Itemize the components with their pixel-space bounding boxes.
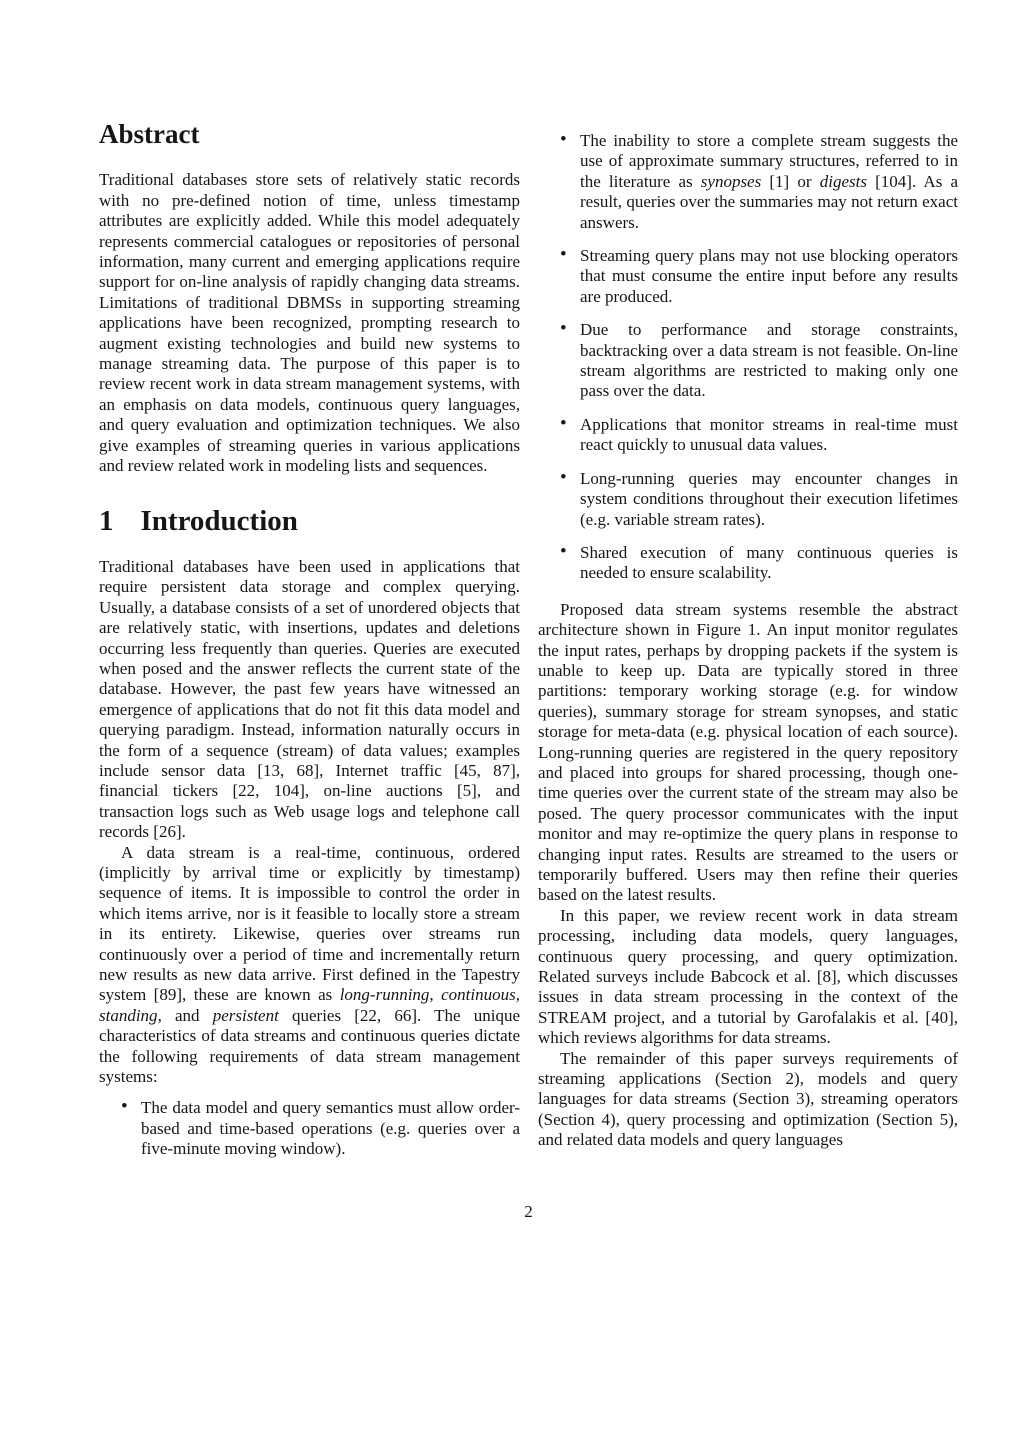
requirement-item xyxy=(538,320,958,402)
page-number: 2 xyxy=(524,1202,533,1221)
requirement-item xyxy=(538,246,958,307)
bullet-icon: • xyxy=(560,244,567,266)
intro-paragraph-5: The remainder of this paper surveys requirements of streaming applications (Section 2), models and query languages for data streams (Section 3), streaming operators (Section 4), query processing and optimization (Section 5), and related data models and query languages xyxy=(538,1048,958,1150)
requirement-text: Long-running queries may encounter changes in system conditions throughout their execution lifetimes (e.g. variable stream rates). xyxy=(580,468,958,529)
requirement-text: The inability to store a complete stream suggests the use of approximate summary structures, referred to in the literature as synopses [1] or digests [104]. As a result, queries over the summaries may not return exact answers. xyxy=(580,131,959,232)
bullet-icon: • xyxy=(560,129,567,150)
requirement-text: Streaming query plans may not use blocking operators that must consume the entire input before any results are produced. xyxy=(580,246,958,306)
bullet-icon: • xyxy=(560,318,567,340)
intro-paragraph-2: A data stream is a real-time, continuous, ordered (implicitly by arrival time or explicitly by timestamp) sequence of items. It is impossible to control the order in which items arrive, nor is it feasible to locally store a stream in its entirety. Likewise, queries over streams run continuously over a period of time and incrementally return new results as new data arrive. First defined in the Tapestry system [89], these are known as long-running, continuous, standing, and persistent queries [22, 66]. The unique characteristics of data streams and continuous queries dictate the following requirements of data stream management systems: xyxy=(99,842,521,1087)
requirement-text: Shared execution of many continuous queries is needed to ensure scalability. xyxy=(580,542,958,583)
intro-paragraph-3: Proposed data stream systems resemble the abstract architecture shown in Figure 1. An input monitor regulates the input rates, perhaps by dropping packets if the system is unable to keep up. Data are typically stored in three partitions: temporary working storage (e.g. for window queries), summary storage for stream synopses, and static storage for meta-data (e.g. physical location of each source). Long-running queries are registered in the query repository and placed into groups for shared processing, though one-time queries over the current state of the stream may also be posed. The query processor communicates with the input monitor and may re-optimize the query plans in response to changing input rates. Results are streamed to the users or temporarily buffered. Users may then refine their queries based on the latest results. xyxy=(538,599,958,905)
bullet-icon: • xyxy=(560,412,567,434)
requirement-text: Applications that monitor streams in real-time must react quickly to unusual data values. xyxy=(580,414,958,455)
abstract-paragraph: Traditional databases store sets of relatively static records with no pre-defined notion of time, unless timestamp attributes are explicitly added. While this model adequately represents commercial catalogues or repositories of personal information, many current and emerging applications require support for on-line analysis of rapidly changing data streams. Limitations of traditional DBMSs in supporting streaming applications have been recognized, prompting research to augment existing technologies and build new systems to manage streaming data. The purpose of this paper is to review recent work in data stream management systems, with an emphasis on data models, continuous query languages, and query evaluation and optimization techniques. We also give examples of streaming queries in various applications and review related work in modeling lists and sequences. xyxy=(99,170,520,476)
requirement-item xyxy=(538,540,958,584)
section-title: Introduction xyxy=(140,505,298,538)
bullet-icon: • xyxy=(121,1096,128,1118)
left-column xyxy=(99,120,520,1163)
requirement-item xyxy=(538,466,958,530)
requirement-text: The data model and query semantics must allow order-based and time-based operations (e.g. queries over a five-minute moving window). xyxy=(141,1098,520,1159)
requirements-list-right xyxy=(538,131,958,584)
two-column-text-block xyxy=(99,120,958,1163)
bullet-icon: • xyxy=(560,466,567,488)
requirement-item xyxy=(538,131,958,233)
abstract-title: Abstract xyxy=(99,119,200,149)
intro-paragraph-4: In this paper, we review recent work in data stream processing, including data models, query languages, continuous query processing, and query optimization. Related surveys include Babcock et al. [8], which discusses issues in data stream processing in the context of the STREAM project, and a tutorial by Garofalakis et al. [40], which reviews algorithms for data streams. xyxy=(538,905,958,1048)
intro-paragraph-1: Traditional databases have been used in applications that require persistent data storage and complex querying. Usually, a database consists of a set of unordered objects that are relatively static, with insertions, updates and deletions occurring less frequently than queries. Queries are executed when posed and the answer reflects the current state of the database. However, the past few years have witnessed an emergence of applications that do not fit this data model and querying paradigm. Instead, information naturally occurs in the form of a sequence (stream) of data values; examples include sensor data [13, 68], Internet traffic [45, 87], financial tickers [22, 104], on-line auctions [5], and transaction logs such as Web usage logs and telephone call records [26]. xyxy=(99,556,520,842)
section-number: 1 xyxy=(99,505,114,538)
requirement-text: Due to performance and storage constraints, backtracking over a data stream is not feasible. On-line stream algorithms are restricted to making only one pass over the data. xyxy=(580,320,958,401)
requirement-item xyxy=(99,1098,520,1159)
requirements-list-left xyxy=(99,1098,520,1159)
bullet-icon: • xyxy=(560,540,567,562)
section-heading xyxy=(99,506,520,536)
right-column xyxy=(538,120,958,1163)
requirement-item xyxy=(538,412,958,456)
